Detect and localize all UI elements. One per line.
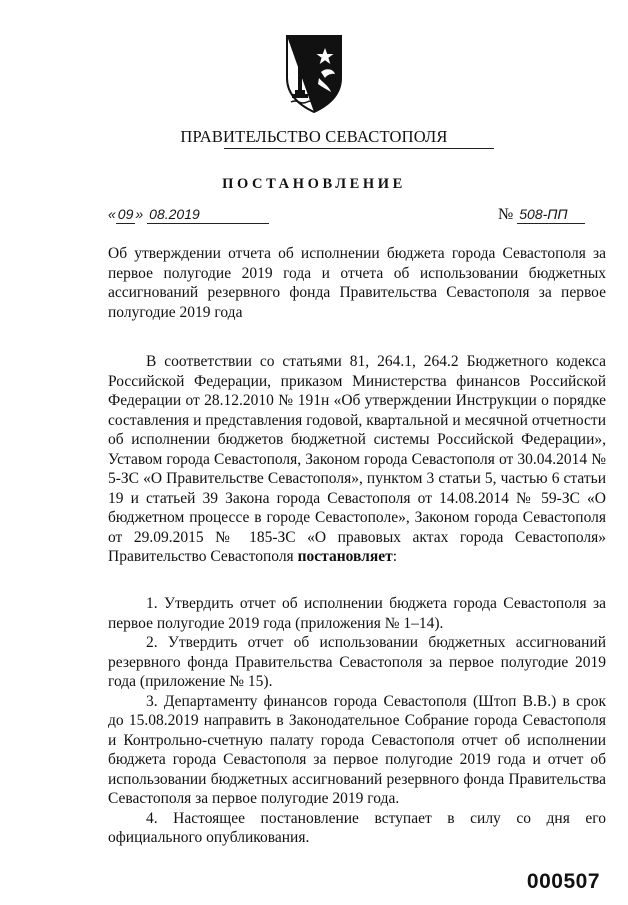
date-quote-open: « [108, 206, 116, 222]
document-subject: Об утверждении отчета об исполнении бюджета города Севастополя за первое полугодие 2019 года и отчета об использовании бюджетных ассигнований резервного фонда Правительства Севастополя за первое полугодие 2019 года [108, 245, 606, 321]
document-type: ПОСТАНОВЛЕНИЕ [222, 176, 406, 192]
preamble [108, 352, 606, 567]
document-date [108, 206, 269, 224]
resolution-item: 4. Настоящее постановление вступает в силу со дня его официального опубликования. [108, 809, 606, 846]
sevastopol-coat-of-arms-icon [285, 34, 343, 114]
resolution-item: 2. Утвердить отчет об использовании бюджетных ассигнований резервного фонда Правительства Севастополя за первое полугодие 2019 года (приложение № 15). [108, 634, 606, 690]
document-number [498, 206, 585, 224]
preamble-text: В соответствии со статьями 81, 264.1, 264.2 Бюджетного кодекса Российской Федерации, приказом Министерства финансов Российской Федерации от 28.12.2010 № 191н «Об утверждении Инструкции о порядке составления и представления годовой, квартальной и месячной отчетности об исполнении бюджетов бюджетной системы Российской Федерации», Уставом города Севастополя, Законом города Севастополя от 30.04.2014 № 5-ЗС «О Правительстве Севастополя», пунктом 3 статьи 5, частью 6 статьи 19 и статьей 39 Закона города Севастополя от 14.08.2014 № 59-ЗС «О бюджетном процессе в городе Севастополе», Законом города Севастополя от 29.09.2015 № 185-ЗС «О правовых актах города Севастополя» Правительство Севастополя [108, 353, 606, 565]
preamble-emphasis: постановляет [297, 548, 393, 565]
number-value: 508-ПП [517, 206, 585, 224]
resolution-item: 1. Утвердить отчет об исполнении бюджета города Севастополя за первое полугодие 2019 года (приложения № 1–14). [108, 595, 606, 632]
date-month-year: 08.2019 [147, 206, 269, 224]
government-name-rule [224, 148, 494, 149]
resolution-item: 3. Департаменту финансов города Севастополя (Штоп В.В.) в срок до 15.08.2019 направить в Законодательное Собрание города Севастополя и Контрольно-счетную палату города Севастополя отчет об исполнении бюджета города Севастополя за первое полугодие 2019 года и отчет об использовании бюджетных ассигнований резервного фонда Правительства Севастополя за первое полугодие 2019 года. [108, 692, 606, 807]
preamble-end: : [392, 548, 398, 565]
sequence-number: 000507 [526, 870, 600, 893]
government-name: ПРАВИТЕЛЬСТВО СЕВАСТОПОЛЯ [180, 127, 448, 146]
date-day: 09 [117, 206, 134, 222]
resolution-items [108, 594, 606, 848]
number-sign: № [498, 206, 514, 223]
date-quote-close: » [135, 206, 144, 222]
